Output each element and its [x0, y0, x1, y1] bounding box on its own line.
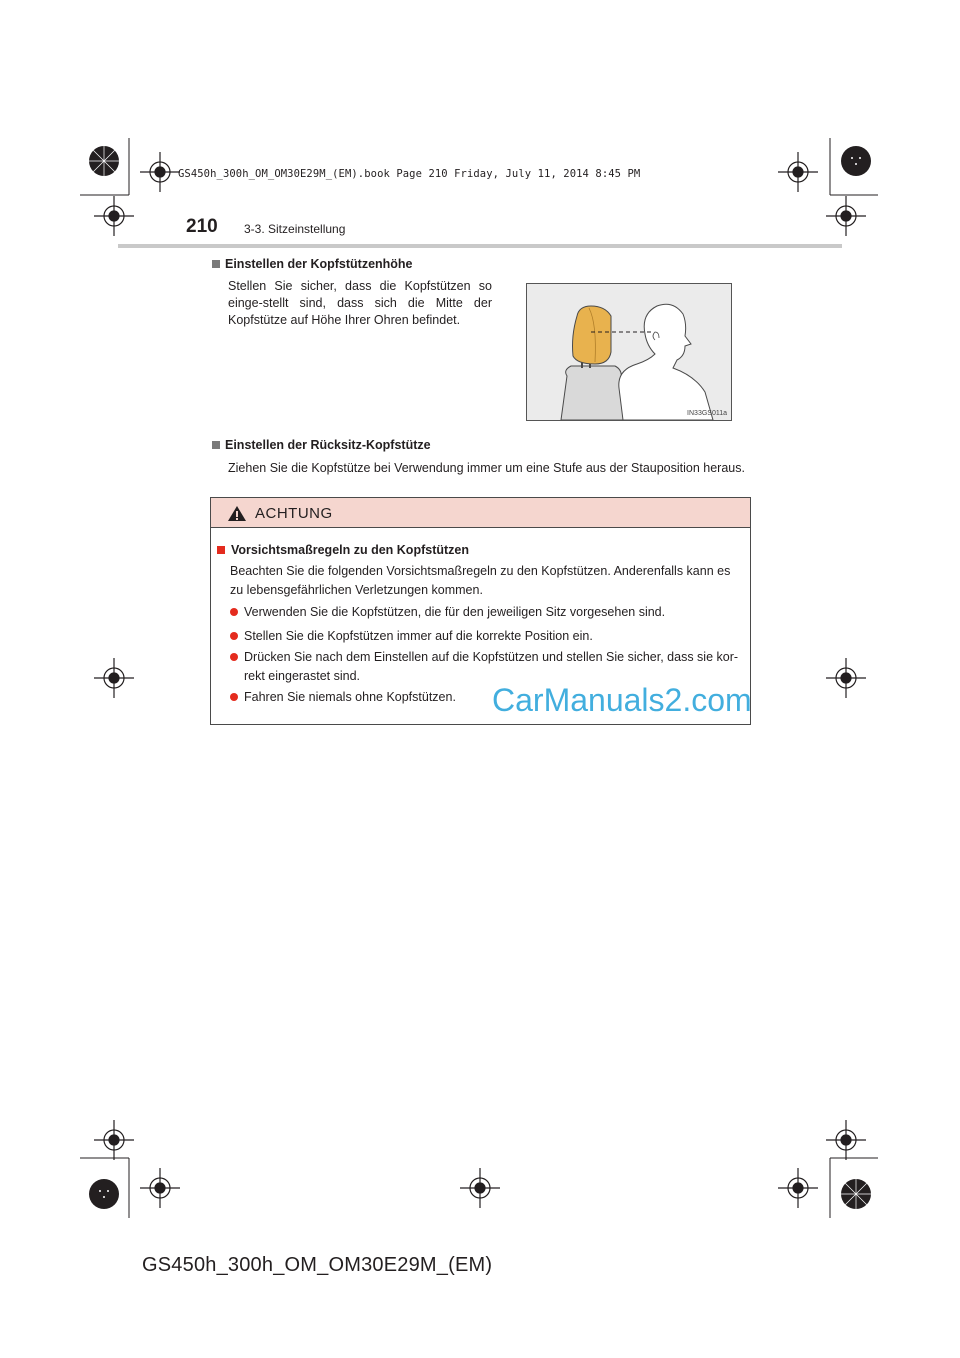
section-heading-2: [212, 438, 431, 452]
crosshair-mark-right-upper: [826, 196, 866, 236]
figure-code: IN33GS011a: [687, 410, 727, 417]
crosshair-mark-top-left: [140, 152, 180, 192]
warning-triangle-icon: [227, 505, 247, 522]
warning-bullet-4-text: Fahren Sie niemals ohne Kopfstützen.: [244, 690, 456, 704]
crosshair-mark-bottom-center: [460, 1168, 500, 1208]
red-dot-bullet-icon: [230, 653, 238, 661]
section-title: 3-3. Sitzeinstellung: [244, 222, 346, 236]
warning-bullet-3-text: Drücken Sie nach dem Einstellen auf die Kopfstützen und stellen Sie sicher, dass sie kor-rekt eingerastet sind.: [244, 650, 739, 683]
warning-header: [211, 498, 750, 528]
starburst-mark-bottom-right: [840, 1178, 872, 1210]
starburst-mark-top-left: [88, 145, 120, 177]
section-1-paragraph: Stellen Sie sicher, dass die Kopfstützen so einge-stellt sind, dass sich die Mitte der Kopfstütze auf Höhe Ihrer Ohren befindet.: [228, 279, 492, 327]
page-number: 210: [186, 216, 218, 237]
headrest-figure: [526, 283, 732, 421]
watermark: CarManuals2.com: [492, 682, 752, 718]
warning-title: ACHTUNG: [255, 505, 333, 522]
warning-bullet-1-text: Verwenden Sie die Kopfstützen, die für den jeweiligen Sitz vorgesehen sind.: [244, 605, 666, 619]
crosshair-mark-right-lower: [826, 1120, 866, 1160]
section-heading-1: [212, 257, 413, 271]
footer-doc-id: GS450h_300h_OM_OM30E29M_(EM): [142, 1254, 493, 1276]
warning-subheading-text: Vorsichtsmaßregeln zu den Kopfstützen: [231, 543, 469, 557]
warning-bullet-3: [230, 648, 744, 686]
warning-intro: Beachten Sie die folgenden Vorsichtsmaßregeln zu den Kopfstützen. Anderenfalls kann es zu lebensgefährlichen Verletzungen kommen.: [230, 564, 731, 597]
section-heading-2-text: Einstellen der Rücksitz-Kopfstütze: [225, 438, 431, 452]
header-rule: [118, 244, 842, 248]
red-dot-bullet-icon: [230, 608, 238, 616]
crosshair-mark-bottom-left: [140, 1168, 180, 1208]
file-info-line: GS450h_300h_OM_OM30E29M_(EM).book Page 210 Friday, July 11, 2014 8:45 PM: [178, 168, 641, 180]
warning-bullet-1: [230, 603, 744, 622]
red-square-bullet-icon: [217, 546, 225, 554]
crosshair-mark-bottom-right: [778, 1168, 818, 1208]
dark-circle-mark-top-right: [840, 145, 872, 177]
warning-bullet-2: [230, 627, 744, 646]
crosshair-mark-left-lower: [94, 1120, 134, 1160]
headrest-illustration: [527, 284, 731, 420]
section-2-paragraph: Ziehen Sie die Kopfstütze bei Verwendung immer um eine Stufe aus der Stauposition heraus.: [228, 461, 745, 475]
crosshair-mark-left-middle: [94, 658, 134, 698]
warning-bullet-4: [230, 688, 530, 707]
section-heading-1-text: Einstellen der Kopfstützenhöhe: [225, 257, 413, 271]
warning-subheading: [217, 541, 469, 560]
square-bullet-icon: [212, 441, 220, 449]
red-dot-bullet-icon: [230, 693, 238, 701]
crosshair-mark-right-middle: [826, 658, 866, 698]
square-bullet-icon: [212, 260, 220, 268]
dark-circle-mark-bottom-left: [88, 1178, 120, 1210]
red-dot-bullet-icon: [230, 632, 238, 640]
warning-bullet-2-text: Stellen Sie die Kopfstützen immer auf die korrekte Position ein.: [244, 629, 593, 643]
crosshair-mark-top-right: [778, 152, 818, 192]
crosshair-mark-left-upper: [94, 196, 134, 236]
